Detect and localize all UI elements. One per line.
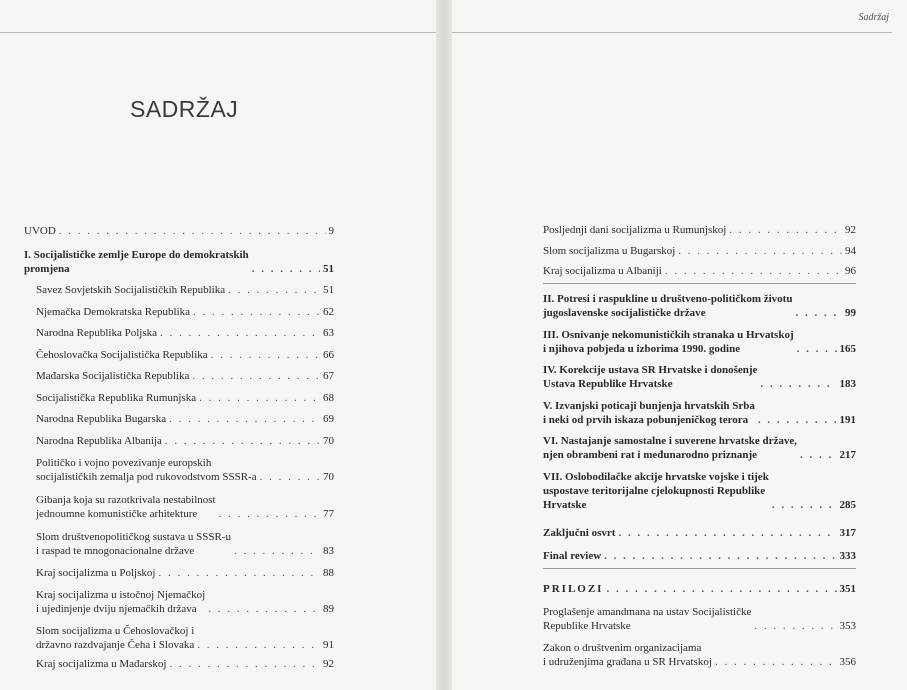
toc-entry-title: Slom socijalizma u Čehoslovačkoj i državno razdvajanje Čeha i Slovaka xyxy=(36,625,195,651)
toc-page-number: 183 xyxy=(839,378,856,390)
left-toc-entry xyxy=(24,248,334,276)
dot-leader xyxy=(160,326,320,340)
toc-entry-title: UVOD xyxy=(24,225,56,237)
left-toc-entry xyxy=(36,283,334,297)
dot-leader xyxy=(234,544,320,558)
toc-entry-title: Zakon o društvenim organizacijama i udruženjima građana u SR Hrvatskoj xyxy=(543,642,712,668)
toc-entry-title: Kraj socijalizma u istočnoj Njemačkoj i ujedinjenje dviju njemačkih država xyxy=(36,589,206,615)
toc-page-number: 63 xyxy=(323,327,334,339)
toc-page-number: 333 xyxy=(839,550,856,562)
toc-entry-title: Njemačka Demokratska Republika xyxy=(36,306,190,318)
toc-page-number: 217 xyxy=(839,449,856,461)
left-toc-entry xyxy=(36,588,334,616)
toc-entry-title: IV. Korekcije ustava SR Hrvatske i donošenje Ustava Republike Hrvatske xyxy=(543,364,758,390)
toc-entry-title: Kraj socijalizma u Poljskoj xyxy=(36,567,156,579)
toc-entry-title: V. Izvanjski poticaji bunjenja hrvatskih Srba i neki od prvih iskaza pobunjeničkog terora xyxy=(543,400,755,426)
toc-entry-title: III. Osnivanje nekomunističkih stranaka u Hrvatskoj i njihova pobjeda u izborima 1990. godine xyxy=(543,329,794,355)
left-toc-entry xyxy=(24,224,334,238)
toc-page-number: 69 xyxy=(323,413,334,425)
right-toc-entry xyxy=(543,470,856,512)
toc-entry-title: Kraj socijalizma u Albaniji xyxy=(543,265,662,277)
toc-page-number: 77 xyxy=(323,508,334,520)
right-toc-entry xyxy=(543,244,856,258)
right-toc-entry xyxy=(543,292,856,320)
toc-entry-title: Slom socijalizma u Bugarskoj xyxy=(543,245,676,257)
left-toc-entry xyxy=(36,566,334,580)
toc-page-number: 70 xyxy=(323,435,334,447)
toc-entry-title: PRILOZI xyxy=(543,583,604,595)
dot-leader xyxy=(772,498,837,512)
dot-leader xyxy=(228,283,320,297)
toc-page-number: 67 xyxy=(323,370,334,382)
header-rule-left xyxy=(0,32,436,33)
dot-leader xyxy=(795,306,842,320)
header-rule-right xyxy=(452,32,892,33)
toc-page-number: 285 xyxy=(839,499,856,511)
toc-entry-title: Socijalistička Republika Rumunjska xyxy=(36,392,197,404)
right-toc-entry xyxy=(543,641,856,669)
right-toc-entry xyxy=(543,434,856,462)
dot-leader xyxy=(729,223,842,237)
toc-entry-title: Čehoslovačka Socijalistička Republika xyxy=(36,349,208,361)
section-divider xyxy=(543,283,856,284)
dot-leader xyxy=(252,262,320,276)
left-toc-entry xyxy=(36,493,334,521)
toc-page-number: 89 xyxy=(323,603,334,615)
toc-page-number: 96 xyxy=(845,265,856,277)
right-toc-entry xyxy=(543,526,856,540)
right-toc-entry xyxy=(543,328,856,356)
dot-leader xyxy=(199,391,320,405)
dot-leader xyxy=(59,224,326,238)
toc-page-number: 70 xyxy=(323,471,334,483)
dot-leader xyxy=(604,549,836,563)
toc-entry-title: Narodna Republika Bugarska xyxy=(36,413,167,425)
toc-page-number: 62 xyxy=(323,306,334,318)
left-toc-entry xyxy=(36,369,334,383)
toc-entry-title: Proglašenje amandmana na ustav Socijalističke Republike Hrvatske xyxy=(543,606,752,632)
right-toc-entry xyxy=(543,549,856,563)
toc-entry-title: Kraj socijalizma u Mađarskoj xyxy=(36,658,167,670)
toc-entry-title: Narodna Republika Albanija xyxy=(36,435,162,447)
right-toc-entry xyxy=(543,399,856,427)
page-title: SADRŽAJ xyxy=(130,96,239,122)
toc-page-number: 9 xyxy=(328,225,334,237)
left-toc-entry xyxy=(36,456,334,484)
left-toc-entry xyxy=(36,391,334,405)
right-toc-entry xyxy=(543,582,856,596)
dot-leader xyxy=(165,434,320,448)
toc-entry-title: II. Potresi i raspukline u društveno-političkom životu jugoslavenske socijalističke države xyxy=(543,293,793,319)
dot-leader xyxy=(665,264,842,278)
toc-entry-title: VII. Oslobodilačke akcije hrvatske vojske i tijek uspostave teritorijalne cjelokupnosti Republike Hrvatske xyxy=(543,471,769,511)
left-toc-entry xyxy=(36,624,334,652)
right-toc-entry xyxy=(543,605,856,633)
left-toc-entry xyxy=(36,657,334,671)
section-divider xyxy=(543,568,856,569)
toc-page-number: 353 xyxy=(839,620,856,632)
toc-page-number: 51 xyxy=(323,263,334,275)
dot-leader xyxy=(260,470,320,484)
dot-leader xyxy=(169,412,320,426)
toc-entry-title: Posljednji dani socijalizma u Rumunjskoj xyxy=(543,224,727,236)
left-toc-entry xyxy=(36,412,334,426)
toc-entry-title: Narodna Republika Poljska xyxy=(36,327,157,339)
dot-leader xyxy=(715,655,837,669)
toc-entry-title: Političko i vojno povezivanje europskih socijalističkih zemalja pod rukovodstvom SSSR-a xyxy=(36,457,257,483)
toc-page-number: 356 xyxy=(839,656,856,668)
dot-leader xyxy=(193,305,320,319)
toc-page-number: 92 xyxy=(845,224,856,236)
toc-entry-title: Slom društvenopolitičkog sustava u SSSR-u i raspad te mnogonacionalne države xyxy=(36,531,231,557)
left-toc-entry xyxy=(36,348,334,362)
dot-leader xyxy=(197,638,320,652)
toc-page-number: 351 xyxy=(839,583,856,595)
left-toc-entry xyxy=(36,326,334,340)
running-head: Sadržaj xyxy=(858,12,889,23)
dot-leader xyxy=(760,377,836,391)
dot-leader xyxy=(754,619,836,633)
toc-page-number: 191 xyxy=(839,414,856,426)
toc-page-number: 68 xyxy=(323,392,334,404)
toc-page-number: 88 xyxy=(323,567,334,579)
toc-page-number: 92 xyxy=(323,658,334,670)
toc-entry-title: I. Socijalističke zemlje Europe do demokratskih promjena xyxy=(24,249,249,275)
left-toc-entry xyxy=(36,305,334,319)
dot-leader xyxy=(211,348,320,362)
toc-entry-title: Gibanja koja su razotkrivala nestabilnost jednoumne komunističke arhitekture xyxy=(36,494,216,520)
dot-leader xyxy=(158,566,320,580)
dot-leader xyxy=(169,657,320,671)
dot-leader xyxy=(192,369,320,383)
toc-page-number: 51 xyxy=(323,284,334,296)
dot-leader xyxy=(606,582,836,596)
toc-page-number: 83 xyxy=(323,545,334,557)
left-toc-entry xyxy=(36,434,334,448)
dot-leader xyxy=(797,342,837,356)
toc-page-number: 165 xyxy=(839,343,856,355)
dot-leader xyxy=(219,507,320,521)
dot-leader xyxy=(208,602,320,616)
dot-leader xyxy=(800,448,837,462)
book-gutter xyxy=(436,0,452,690)
dot-leader xyxy=(758,413,837,427)
toc-entry-title: Mađarska Socijalistička Republika xyxy=(36,370,190,382)
toc-page-number: 66 xyxy=(323,349,334,361)
right-toc-entry xyxy=(543,264,856,278)
toc-page-number: 94 xyxy=(845,245,856,257)
left-toc-entry xyxy=(36,530,334,558)
right-toc-entry xyxy=(543,223,856,237)
dot-leader xyxy=(618,526,836,540)
toc-entry-title: Zaključni osvrt xyxy=(543,527,616,539)
toc-entry-title: Savez Sovjetskih Socijalističkih Republika xyxy=(36,284,226,296)
toc-page-number: 317 xyxy=(839,527,856,539)
right-toc-entry xyxy=(543,363,856,391)
toc-page-number: 99 xyxy=(845,307,856,319)
toc-entry-title: Final review xyxy=(543,550,602,562)
dot-leader xyxy=(678,244,842,258)
toc-entry-title: VI. Nastajanje samostalne i suverene hrvatske države, njen obrambeni rat i međunarodno priznanje xyxy=(543,435,797,461)
toc-page-number: 91 xyxy=(323,639,334,651)
